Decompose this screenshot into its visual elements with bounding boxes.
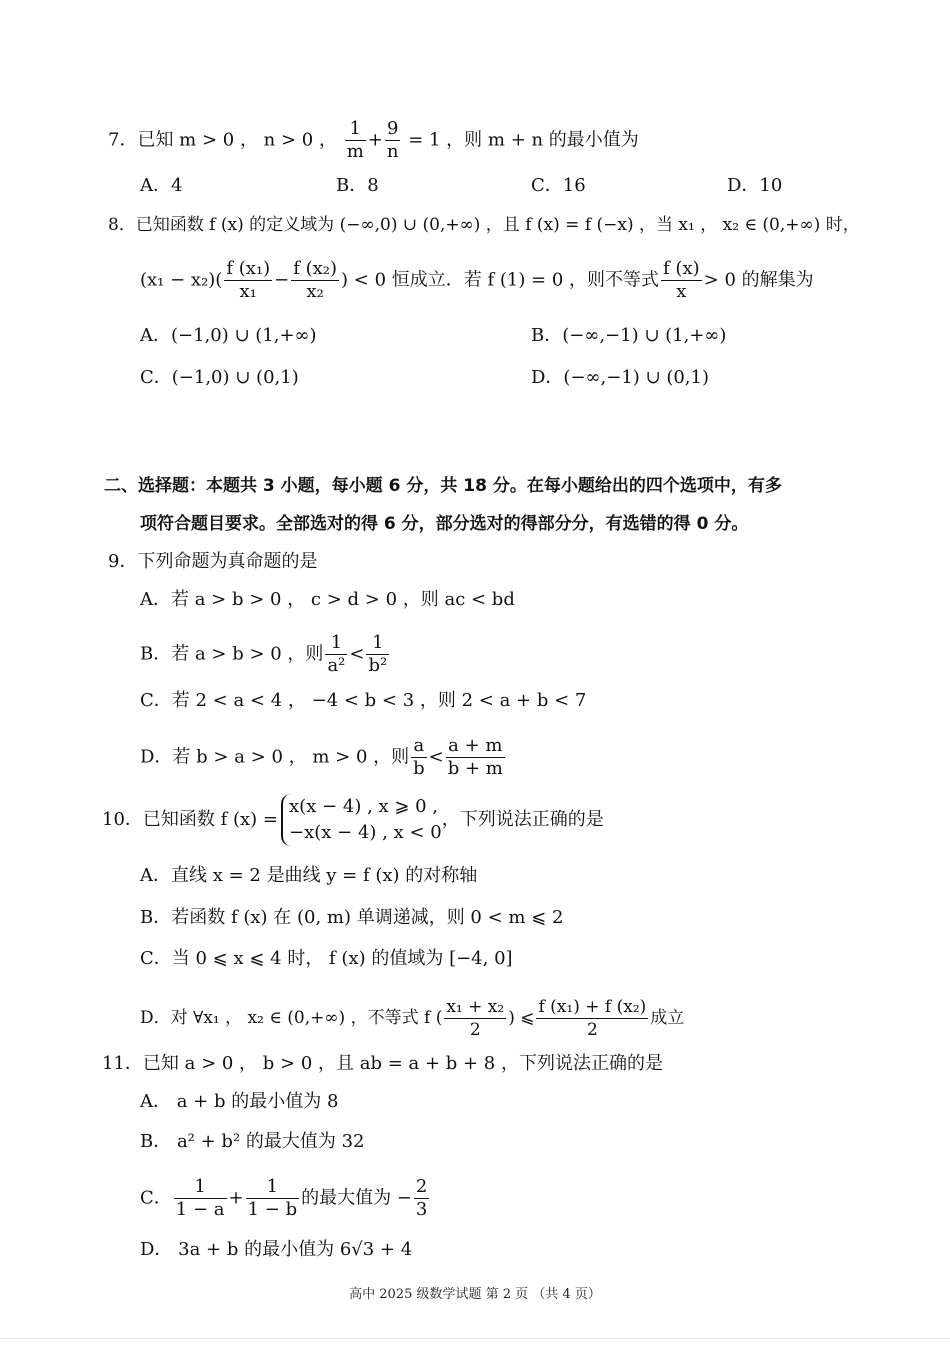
q8-option-b: B．(−∞,−1) ∪ (1,+∞) bbox=[531, 325, 727, 346]
q9-option-b bbox=[140, 632, 391, 677]
q7-option-b: B．8 bbox=[336, 175, 379, 196]
q9-option-c: C．若 2 < a < 4 ， −4 < b < 3 ，则 2 < a + b < 7 bbox=[140, 690, 587, 711]
q8-line2-head: (x₁ − x₂)( bbox=[140, 269, 223, 291]
q10-d-tail: 成立 bbox=[650, 1008, 685, 1028]
q8-fraction-2: $\frac{\text{f (x₂)}}{\text{x₂}}$ bbox=[293, 258, 338, 302]
section-2-heading-line1: 二、选择题：本题共 3 小题，每小题 6 分，共 18 分。在每小题给出的四个选项中，有多 bbox=[104, 476, 782, 496]
q9-b-text: B．若 a > b > 0 ，则 bbox=[140, 643, 324, 665]
q10-option-b: B．若函数 f (x) 在 (0, m) 单调递减，则 0 < m ⩽ 2 bbox=[140, 907, 564, 928]
q9-d-fraction-2: $\frac{a + m}{b + m}$ bbox=[447, 735, 503, 779]
q10-d-fraction-2: $\frac{\text{f (x₁) + f (x₂)}}{2}$ bbox=[538, 997, 647, 1040]
q7-plus: + bbox=[367, 129, 383, 151]
q10-option-a: A．直线 x = 2 是曲线 y = f (x) 的对称轴 bbox=[140, 865, 478, 886]
q8-line2-mid: ) < 0 恒成立．若 f (1) = 0 ，则不等式 bbox=[341, 269, 660, 291]
q8-stem-line2 bbox=[140, 258, 814, 303]
q7-stem-text: 7．已知 m > 0 ， n > 0 ， bbox=[108, 129, 337, 151]
q10-option-c: C．当 0 ⩽ x ⩽ 4 时， f (x) 的值域为 [−4, 0] bbox=[140, 948, 513, 969]
q9-option-d bbox=[140, 735, 507, 780]
q10-option-d bbox=[140, 996, 684, 1041]
q10-stem-tail: ，下列说法正确的是 bbox=[441, 809, 604, 830]
q7-stem-tail: = 1 ，则 m + n 的最小值为 bbox=[408, 129, 639, 151]
q11-c-fraction-3: $\frac{2}{3}$ bbox=[415, 1176, 428, 1220]
q10-stem bbox=[102, 794, 604, 846]
q9-b-fraction-1: $\frac{1}{\text{a²}}$ bbox=[327, 632, 346, 676]
q10-case-2: −x(x − 4) , x < 0 bbox=[289, 822, 442, 843]
q8-stem-line1: 8．已知函数 f (x) 的定义域为 (−∞,0) ∪ (0,+∞) ，且 f (x) = f (−x) ，当 x₁ ， x₂ ∈ (0,+∞) 时， bbox=[108, 215, 860, 235]
q10-d-text: D．对 ∀x₁ ， x₂ ∈ (0,+∞) ，不等式 f ( bbox=[140, 1008, 443, 1028]
q7-fraction-2: $\frac{9}{n}$ bbox=[386, 118, 399, 162]
q11-option-b: B． a² + b² 的最大值为 32 bbox=[140, 1131, 365, 1152]
q9-b-fraction-2: $\frac{1}{\text{b²}}$ bbox=[368, 632, 388, 676]
q10-d-fraction-1: $\frac{\text{x₁ + x₂}}{2}$ bbox=[446, 997, 505, 1040]
q11-option-c bbox=[140, 1176, 431, 1221]
page-footer: 高中 2025 级数学试题 第 2 页 （共 4 页） bbox=[349, 1287, 601, 1302]
q8-line2-tail: > 0 的解集为 bbox=[703, 269, 814, 291]
q7-option-c: C．16 bbox=[531, 175, 586, 196]
q9-d-text: D．若 b > a > 0 ， m > 0 ，则 bbox=[140, 746, 410, 768]
q11-c-fraction-1: $\frac{1}{1 - a}$ bbox=[175, 1176, 225, 1220]
q8-option-c: C．(−1,0) ∪ (0,1) bbox=[140, 367, 299, 388]
q7-fraction-1: $\frac{1}{m}$ bbox=[346, 118, 364, 162]
q8-option-d: D．(−∞,−1) ∪ (0,1) bbox=[531, 367, 710, 388]
q8-minus: − bbox=[274, 269, 290, 291]
q9-b-lt: < bbox=[349, 643, 365, 665]
q9-d-lt: < bbox=[428, 746, 444, 768]
q9-d-fraction-1: $\frac{a}{b}$ bbox=[413, 735, 425, 779]
q9-stem: 9．下列命题为真命题的是 bbox=[108, 551, 318, 572]
q7-option-d: D．10 bbox=[727, 175, 783, 196]
bottom-divider bbox=[0, 1338, 950, 1339]
q10-d-le: ) ⩽ bbox=[508, 1008, 535, 1028]
q11-c-plus: + bbox=[228, 1187, 244, 1209]
q10-stem-head: 10．已知函数 f (x) = bbox=[102, 809, 279, 830]
q11-c-tail: 的最大值为 − bbox=[301, 1187, 412, 1209]
q11-option-a: A． a + b 的最小值为 8 bbox=[140, 1091, 339, 1112]
q8-fraction-1: $\frac{\text{f (x₁)}}{\text{x₁}}$ bbox=[226, 258, 271, 302]
q11-stem: 11．已知 a > 0 ， b > 0 ，且 ab = a + b + 8 ，下列说法正确的是 bbox=[102, 1053, 663, 1074]
q7-stem bbox=[108, 118, 639, 163]
q8-option-a: A．(−1,0) ∪ (1,+∞) bbox=[140, 325, 317, 346]
section-2-heading-line2: 项符合题目要求。全部选对的得 6 分，部分选对的得部分分，有选错的得 0 分。 bbox=[140, 514, 749, 534]
q7-option-a: A．4 bbox=[140, 175, 183, 196]
q9-option-a: A．若 a > b > 0 ， c > d > 0 ，则 ac < bd bbox=[140, 589, 515, 610]
q11-c-label: C． bbox=[140, 1187, 172, 1209]
q8-fraction-3: $\frac{f (x)}{x}$ bbox=[663, 258, 700, 302]
q11-c-fraction-2: $\frac{1}{1 - b}$ bbox=[247, 1176, 298, 1220]
q10-case-1: x(x − 4) , x ⩾ 0 , bbox=[289, 796, 439, 817]
q10-piecewise-brace bbox=[281, 794, 442, 846]
q11-option-d: D． 3a + b 的最小值为 6√3 + 4 bbox=[140, 1239, 413, 1260]
